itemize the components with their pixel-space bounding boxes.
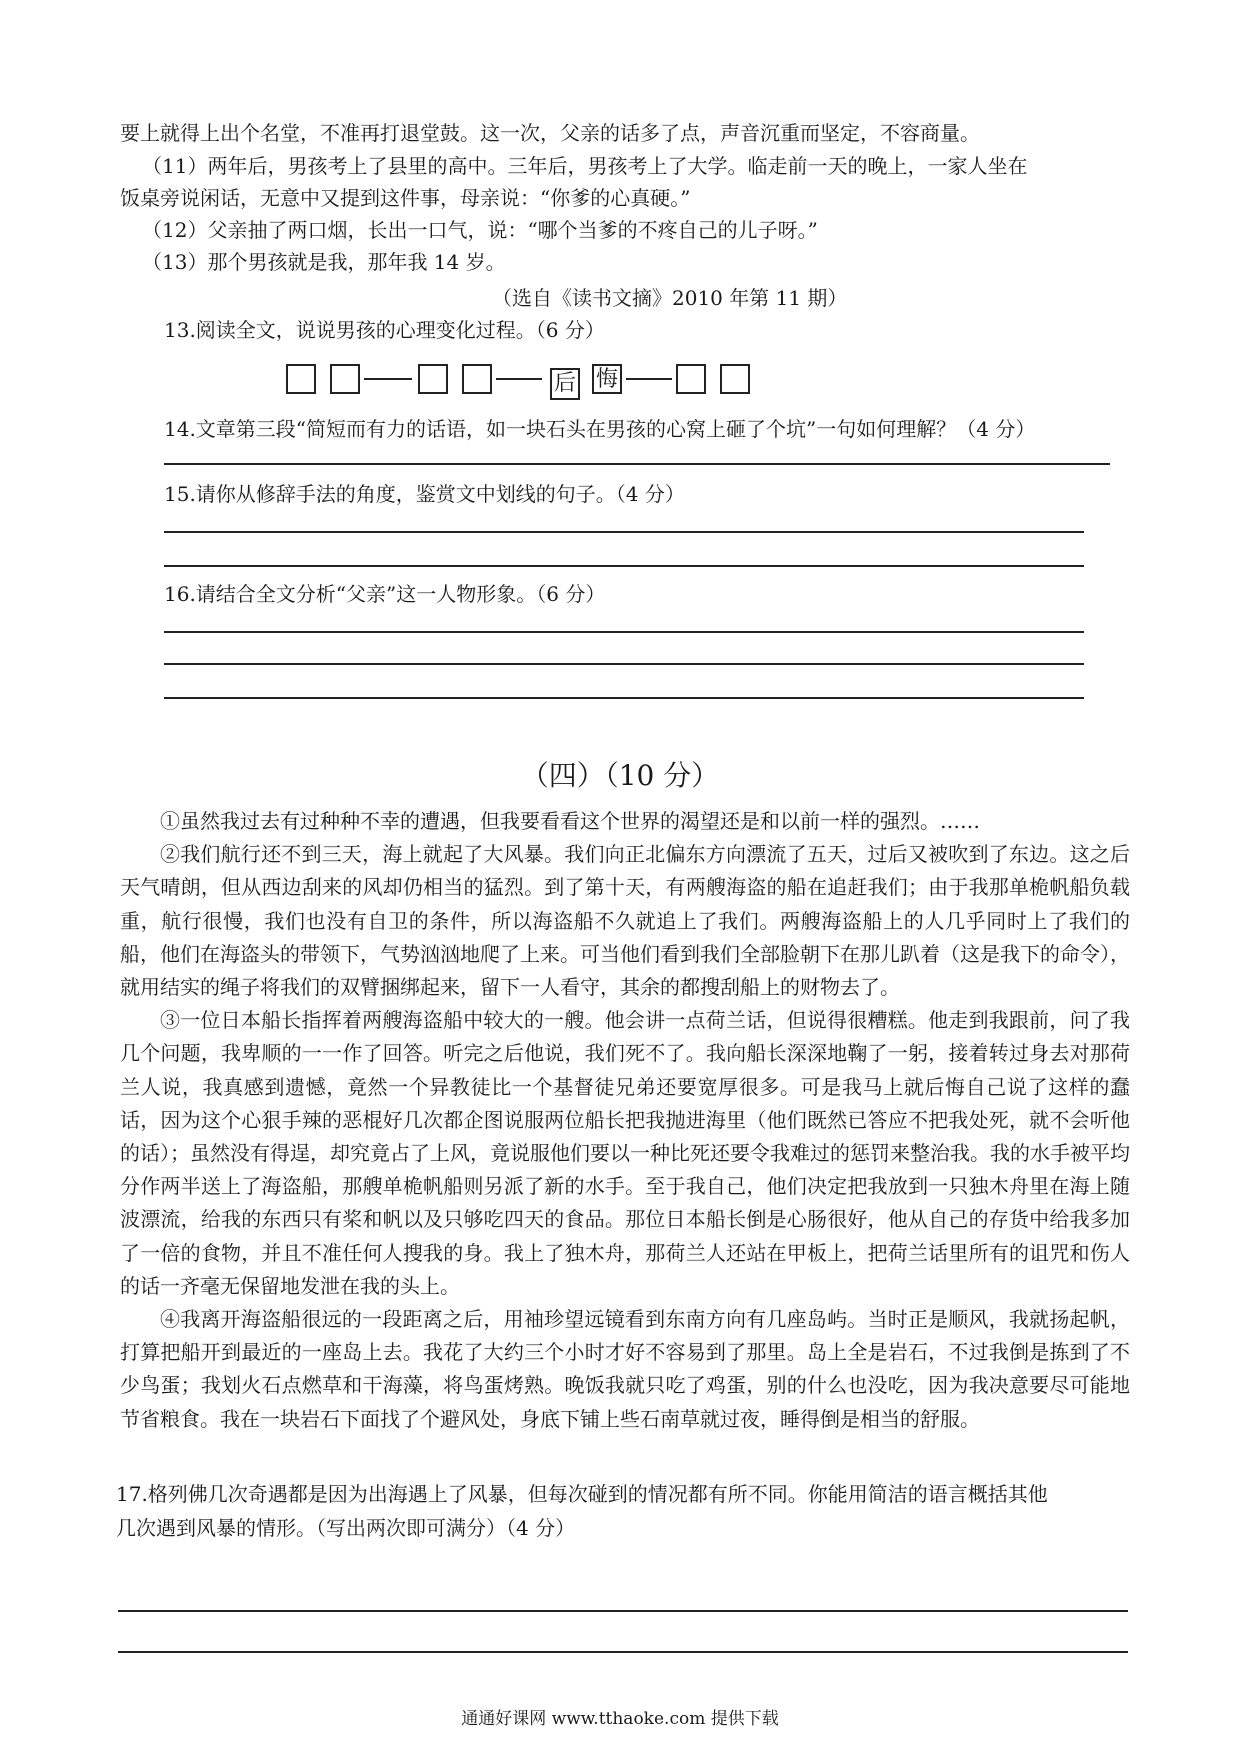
answer-box[interactable]: [330, 364, 360, 394]
chain-dash: [364, 378, 412, 380]
answer-box-hint: 悔: [592, 364, 622, 394]
answer-line[interactable]: [164, 663, 1084, 665]
passage-continuation: 要上就得上出个名堂，不准再打退堂鼓。这一次，父亲的话多了点，声音沉重而坚定，不容商量。: [120, 121, 980, 145]
paragraph-13: （13）那个男孩就是我，那年我 14 岁。: [142, 250, 506, 274]
question-17-line-1: 17.格列佛几次奇遇都是因为出海遇上了风暴，但每次碰到的情况都有所不同。你能用简洁的语言概括其他: [116, 1482, 1048, 1506]
passage-paragraph-4: ④我离开海盗船很远的一段距离之后，用袖珍望远镜看到东南方向有几座岛屿。当时正是顺风，我就扬起帆，打算把船开到最近的一座岛上去。我花了大约三个小时才好不容易到了那里。岛上全是岩石，不过我倒是拣到了不少鸟蛋；我划火石点燃草和干海藻，将鸟蛋烤熟。晚饭我就只吃了鸡蛋，别的什么也没吃，因为我决意要尽可能地节省粮食。我在一块岩石下面找了个避风处，身底下铺上些石南草就过夜，睡得倒是相当的舒服。: [120, 1307, 1130, 1431]
section-four-passage: [120, 805, 1130, 1436]
question-14: 14.文章第三段“简短而有力的话语，如一块石头在男孩的心窝上砸了个坑”一句如何理解？（4 分）: [164, 417, 1036, 441]
chain-dash: [496, 378, 542, 380]
answer-box[interactable]: [462, 364, 492, 394]
chain-dash: [626, 378, 672, 380]
section-four-title: （四）（10 分）: [520, 759, 720, 792]
answer-box[interactable]: [676, 364, 706, 394]
answer-line[interactable]: [164, 463, 1110, 465]
answer-box[interactable]: [720, 364, 750, 394]
passage-paragraph-3: ③一位日本船长指挥着两艘海盗船中较大的一艘。他会讲一点荷兰话，但说得很糟糕。他走到我跟前，问了我几个问题，我卑顺的一一作了回答。听完之后他说，我们死不了。我向船长深深地鞠了一躬，接着转过身去对那荷兰人说，我真感到遗憾，竟然一个异教徒比一个基督徒兄弟还要宽厚很多。可是我马上就后悔自己说了这样的蠢话，因为这个心狠手辣的恶棍好几次都企图说服两位船长把我抛进海里（他们既然已答应不把我处死，就不会听他的话）；虽然没有得逞，却究竟占了上风，竟说服他们要以一种比死还要令我难过的惩罚来整治我。我的水手被平均分作两半送上了海盗船，那艘单桅帆船则另派了新的水手。至于我自己，他们决定把我放到一只独木舟里在海上随波漂流，给我的东西只有桨和帆以及只够吃四天的食品。那位日本船长倒是心肠很好，他从自己的存货中给我多加了一倍的食物，并且不准任何人搜我的身。我上了独木舟，那荷兰人还站在甲板上，把荷兰话里所有的诅咒和伤人的话一齐毫无保留地发泄在我的头上。: [120, 1008, 1130, 1298]
answer-line[interactable]: [164, 531, 1084, 533]
page-footer: 通通好课网 www.tthaoke.com 提供下载: [461, 1709, 779, 1729]
answer-line[interactable]: [118, 1610, 1128, 1612]
paragraph-11-line-2: 饭桌旁说闲话，无意中又提到这件事，母亲说：“你爹的心真硬。”: [120, 186, 691, 210]
passage-paragraph-1: ①虽然我过去有过种种不幸的遭遇，但我要看看这个世界的渴望还是和以前一样的强烈。……: [160, 809, 980, 833]
paragraph-11-line-1: （11）两年后，男孩考上了县里的高中。三年后，男孩考上了大学。临走前一天的晚上，一家人坐在: [142, 154, 1028, 178]
passage-paragraph-2: ②我们航行还不到三天，海上就起了大风暴。我们向正北偏东方向漂流了五天，过后又被吹到了东边。这之后天气晴朗，但从西边刮来的风却仍相当的猛烈。到了第十天，有两艘海盗的船在追赶我们；由于我那单桅帆船负载重，航行很慢，我们也没有自卫的条件，所以海盗船不久就追上了我们。两艘海盗船上的人几乎同时上了我们的船，他们在海盗头的带领下，气势汹汹地爬了上来。可当他们看到我们全部脸朝下在那儿趴着（这是我下的命令），就用结实的绳子将我们的双臂捆绑起来，留下一人看守，其余的都搜刮船上的财物去了。: [120, 842, 1130, 1000]
answer-line[interactable]: [164, 631, 1084, 633]
question-15: 15.请你从修辞手法的角度，鉴赏文中划线的句子。（4 分）: [164, 482, 685, 506]
question-17-line-2: 几次遇到风暴的情形。（写出两次即可满分）（4 分）: [116, 1516, 576, 1540]
answer-box[interactable]: [286, 364, 316, 394]
answer-line[interactable]: [164, 565, 1084, 567]
answer-line[interactable]: [164, 697, 1084, 699]
answer-box-hint: 后: [550, 368, 580, 400]
passage-source: （选自《读书文摘》2010 年第 11 期）: [492, 286, 848, 310]
question-16: 16.请结合全文分析“父亲”这一人物形象。（6 分）: [164, 582, 606, 606]
question-13: 13.阅读全文，说说男孩的心理变化过程。（6 分）: [164, 318, 605, 342]
paragraph-12: （12）父亲抽了两口烟，长出一口气，说：“哪个当爹的不疼自己的儿子呀。”: [142, 218, 818, 242]
answer-line[interactable]: [118, 1651, 1128, 1653]
answer-box[interactable]: [418, 364, 448, 394]
